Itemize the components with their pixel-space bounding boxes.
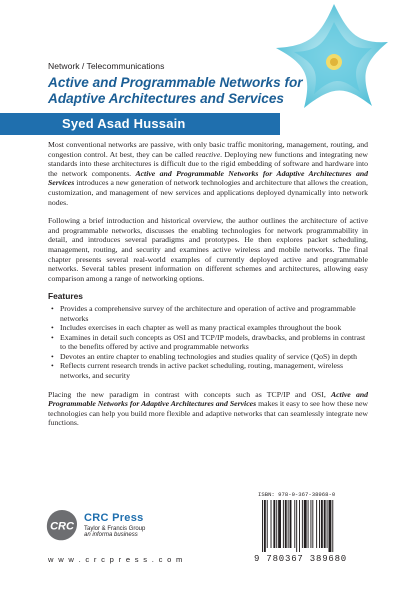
crc-logo-icon xyxy=(44,508,80,544)
barcode-graphic xyxy=(262,500,362,552)
description-paragraph-3: Placing the new paradigm in contrast with concepts such as TCP/IP and OSI, Active and Programmable Networks for Adaptive Architectures and Services makes it easy to see how these new technologies can help you build more flexible and adaptive networks that can seamlessly integrate new functions. xyxy=(48,389,369,428)
publisher-block xyxy=(84,512,145,538)
description xyxy=(48,140,368,437)
features-list xyxy=(48,304,368,381)
publisher-name: CRC Press xyxy=(84,512,144,524)
isbn-label: ISBN: 978-0-367-38968-0 xyxy=(258,491,336,498)
publisher-tagline: an informa business xyxy=(84,532,138,538)
flower-graphic xyxy=(262,0,400,140)
list-item: • Provides a comprehensive survey of the architecture and operation of active and programmable networks xyxy=(48,304,368,323)
description-paragraph-1: Most conventional networks are passive, with only basic traffic monitoring, management, routing, and congestion control. At best, they can be called reactive. Deploying new functions and integrating new standards into these architectures is difficult due to the rigid embedding of software and hardware into the network components. Active and Programmable Networks for Adaptive Architectures and Services introduces a new generation of network technologies and architecture that allows the creation, customization, and management of new services and applications deployed dynamically into network nodes. xyxy=(48,140,369,207)
description-paragraph-2: Following a brief introduction and historical overview, the author outlines the architecture of active and programmable networks, discusses the enabling technologies for network programmability in detail, and introduces several paradigms and prototypes. He then explores packet scheduling, management, routing, and security and examines active wireless and mobile networks. The final chapter presents several real-world examples of currently deployed active and programmable networks. Several tables present information on different schemes and architectures, allowing easy comparison among a range of networking options. xyxy=(48,216,368,283)
list-item: • Includes exercises in each chapter as well as many practical examples throughout the book xyxy=(48,323,368,333)
publisher-group: Taylor & Francis Group xyxy=(84,526,146,532)
category-label: Network / Telecommunications xyxy=(48,61,165,71)
svg-text:CRC: CRC xyxy=(50,520,74,533)
list-item: • Reflects current research trends in active packet scheduling, routing, management, wireless networks, and security xyxy=(48,361,368,380)
book-title: Active and Programmable Networks for Adaptive Architectures and Services xyxy=(48,75,303,106)
author-name: Syed Asad Hussain xyxy=(62,116,186,131)
list-item: • Devotes an entire chapter to enabling technologies and studies quality of service (QoS) in depth xyxy=(48,352,368,362)
features-heading: Features xyxy=(48,291,83,302)
publisher-website: w w w . c r c p r e s s . c o m xyxy=(48,555,184,564)
isbn-digits: 9 780367 389680 xyxy=(254,554,348,564)
list-item: • Examines in detail such concepts as OSI and TCP/IP models, drawbacks, and problems in contrast to the benefits offered by active and programmable networks xyxy=(48,333,368,352)
author-banner xyxy=(0,113,280,135)
